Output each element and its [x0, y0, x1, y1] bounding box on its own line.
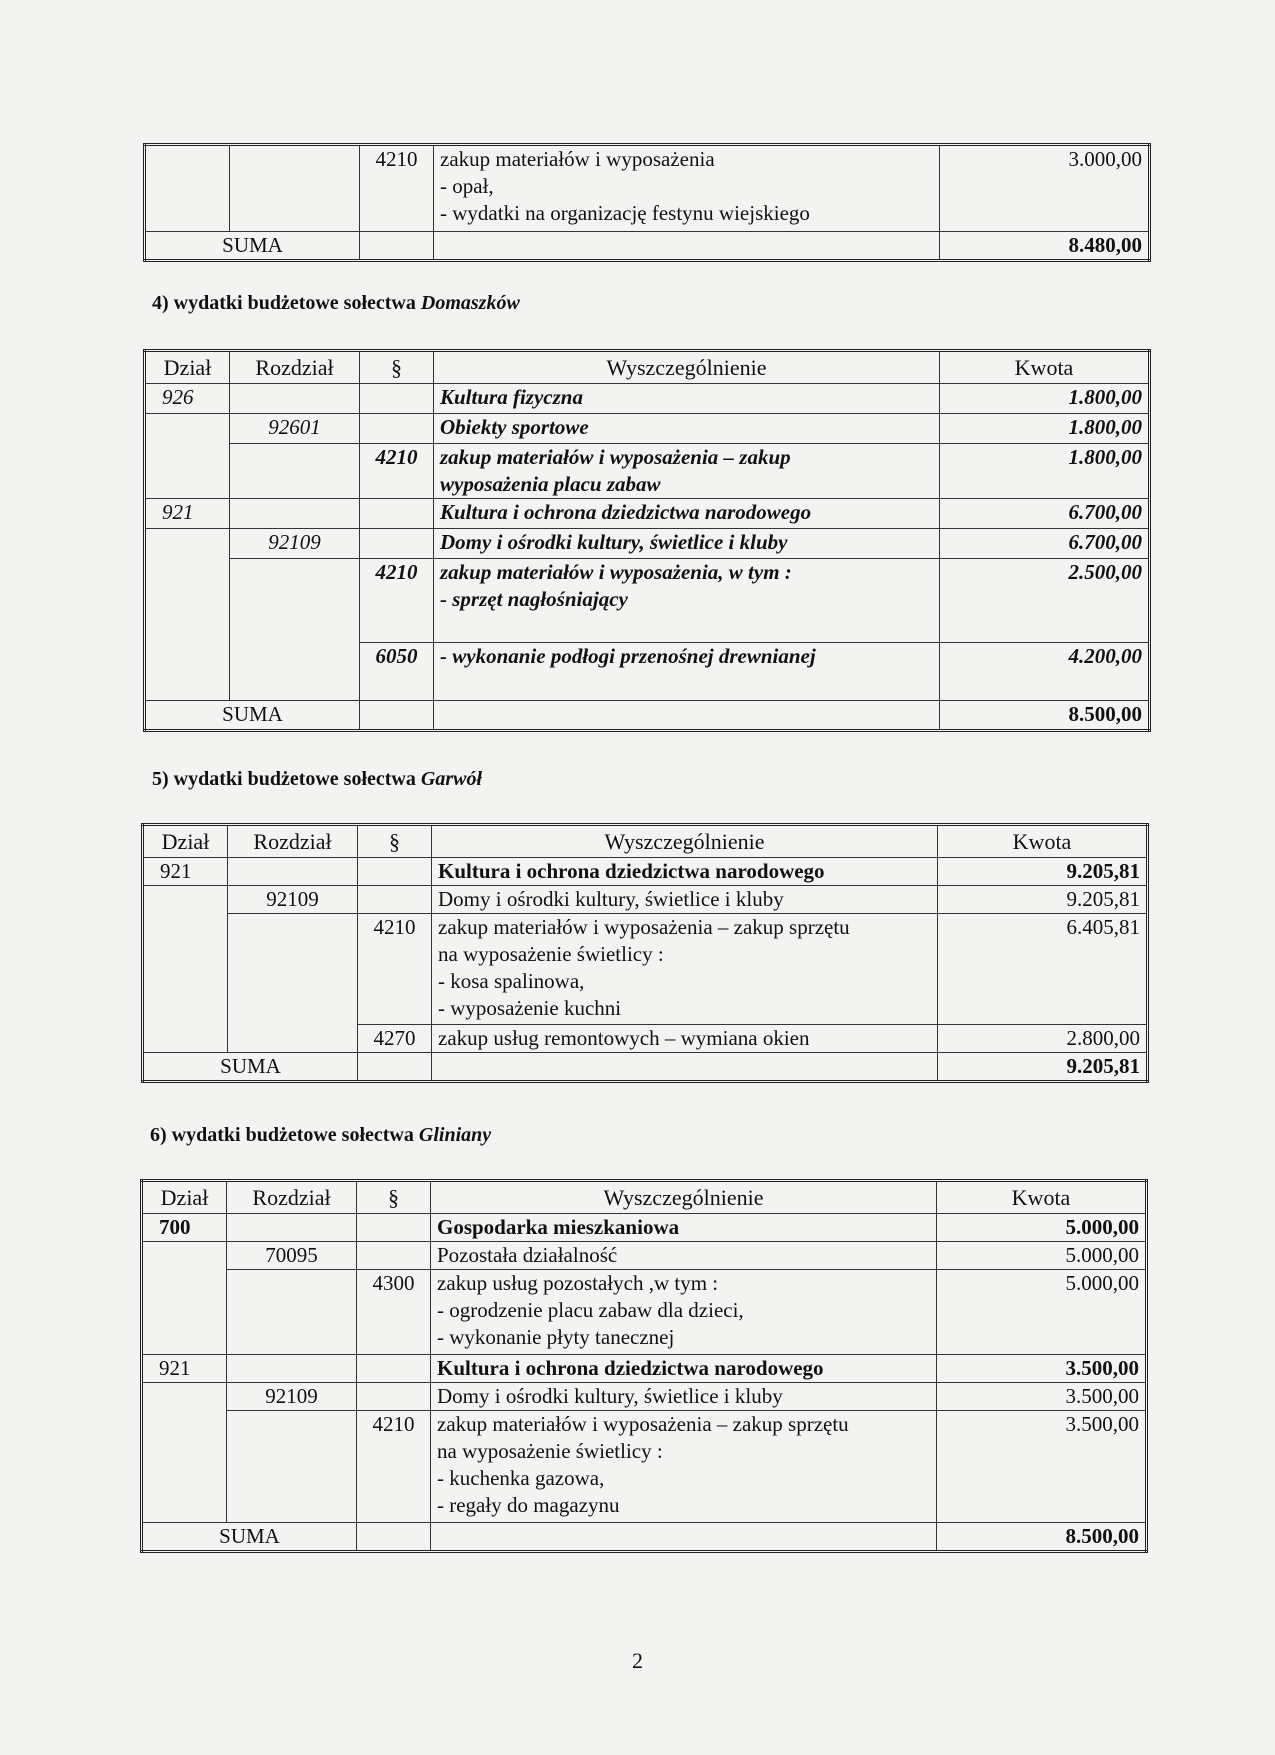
rozdzial-cell: 92601: [230, 414, 360, 444]
description-line: zakup materiałów i wyposażenia – zakup: [440, 445, 791, 469]
header-wyszczegolnienie: Wyszczególnienie: [431, 1181, 937, 1214]
dzial-cell: [142, 1242, 227, 1270]
description-cell: Kultura i ochrona dziedzictwa narodowego: [432, 858, 938, 886]
empty-cell: [357, 1523, 431, 1552]
rozdzial-cell: [230, 384, 360, 414]
section-5-table: [141, 823, 1149, 1083]
amount-cell: 3.500,00: [937, 1355, 1147, 1383]
header-paragraph: §: [358, 825, 432, 858]
dzial-cell: [142, 1411, 227, 1523]
empty-cell: [434, 701, 940, 731]
table-row: [142, 1242, 1147, 1270]
table-row: [142, 1270, 1147, 1355]
dzial-cell: [145, 414, 230, 444]
table-row: [145, 414, 1150, 444]
dzial-cell: [145, 529, 230, 559]
section-number: 6): [150, 1124, 167, 1146]
sum-label: SUMA: [145, 232, 360, 261]
sum-value: 8.500,00: [937, 1523, 1147, 1552]
rozdzial-cell: 92109: [230, 529, 360, 559]
amount-cell: 5.000,00: [937, 1242, 1147, 1270]
village-name: Gliniany: [418, 1124, 492, 1146]
empty-cell: [360, 232, 434, 261]
header-wyszczegolnienie: Wyszczególnienie: [432, 825, 938, 858]
amount-cell: 1.800,00: [940, 384, 1150, 414]
paragraph-cell: [358, 886, 432, 914]
rozdzial-cell: [228, 914, 358, 1025]
header-paragraph: §: [360, 351, 434, 384]
sum-label: SUMA: [143, 1053, 358, 1082]
description-cell: Gospodarka mieszkaniowa: [431, 1214, 937, 1242]
sum-row: [145, 701, 1150, 731]
table-row: [143, 1025, 1148, 1053]
paragraph-cell: [360, 414, 434, 444]
table-row: [142, 1383, 1147, 1411]
description-line: - kosa spalinowa,: [438, 969, 585, 993]
description-cell: [434, 145, 940, 232]
dzial-cell: [143, 1025, 228, 1053]
section-number: 4): [152, 292, 169, 314]
rozdzial-cell: [227, 1411, 357, 1523]
dzial-cell: [145, 559, 230, 643]
description-cell: [431, 1411, 937, 1523]
table-row: [145, 384, 1150, 414]
empty-cell: [431, 1523, 937, 1552]
rozdzial-cell: [228, 1025, 358, 1053]
paragraph-cell: 4210: [358, 914, 432, 1025]
paragraph-cell: [360, 499, 434, 529]
description-cell: [434, 444, 940, 499]
sum-row: [143, 1053, 1148, 1082]
amount-cell: 2.800,00: [938, 1025, 1148, 1053]
amount-cell: 3.500,00: [937, 1383, 1147, 1411]
description-line: - wykonanie płyty tanecznej: [437, 1325, 675, 1349]
dzial-cell: [145, 444, 230, 499]
paragraph-cell: [357, 1242, 431, 1270]
dzial-cell: 921: [145, 499, 230, 529]
amount-cell: 6.700,00: [940, 529, 1150, 559]
rozdzial-cell: [230, 444, 360, 499]
section-title-text: wydatki budżetowe sołectwa: [173, 768, 416, 790]
rozdzial-cell: [230, 643, 360, 701]
header-kwota: Kwota: [937, 1181, 1147, 1214]
section-5-title: [152, 768, 482, 791]
table-row: [143, 858, 1148, 886]
section-4-table: [143, 349, 1151, 732]
description-cell: [432, 914, 938, 1025]
description-line: zakup materiałów i wyposażenia – zakup sprzętu: [438, 915, 850, 939]
amount-cell: 1.800,00: [940, 444, 1150, 499]
paragraph-cell: 4210: [360, 444, 434, 499]
sum-value: 8.480,00: [940, 232, 1150, 261]
description-line: na wyposażenie świetlicy :: [438, 942, 664, 966]
section-6-title: [150, 1124, 491, 1147]
sum-row: [145, 232, 1150, 261]
description-line: zakup usług pozostałych ,w tym :: [437, 1271, 719, 1295]
paragraph-cell: [360, 384, 434, 414]
paragraph-cell: [360, 529, 434, 559]
amount-cell: 4.200,00: [940, 643, 1150, 701]
continuation-table: [143, 143, 1151, 262]
table-row: [145, 559, 1150, 643]
description-cell: [434, 559, 940, 643]
dzial-cell: 700: [142, 1214, 227, 1242]
sum-label: SUMA: [142, 1523, 357, 1552]
page-number: 2: [632, 1648, 643, 1673]
paragraph-cell: [357, 1383, 431, 1411]
paragraph-cell: 6050: [360, 643, 434, 701]
table-row: [143, 914, 1148, 1025]
table-header-row: [143, 825, 1148, 858]
description-line: - opał,: [440, 174, 494, 198]
description-cell: Kultura i ochrona dziedzictwa narodowego: [434, 499, 940, 529]
dzial-cell: [142, 1270, 227, 1355]
table-row: [143, 886, 1148, 914]
description-line: wyposażenia placu zabaw: [440, 472, 661, 496]
table-row: [145, 145, 1150, 232]
paragraph-cell: 4210: [357, 1411, 431, 1523]
rozdzial-cell: [227, 1270, 357, 1355]
table-header-row: [145, 351, 1150, 384]
amount-cell: 6.700,00: [940, 499, 1150, 529]
village-name: Domaszków: [420, 292, 520, 314]
table-header-row: [142, 1181, 1147, 1214]
rozdzial-cell: [230, 499, 360, 529]
header-rozdzial: Rozdział: [227, 1181, 357, 1214]
description-line: - ogrodzenie placu zabaw dla dzieci,: [437, 1298, 744, 1322]
amount-cell: 9.205,81: [938, 886, 1148, 914]
rozdzial-cell: 70095: [227, 1242, 357, 1270]
description-cell: Kultura i ochrona dziedzictwa narodowego: [431, 1355, 937, 1383]
rozdzial-cell: [227, 1214, 357, 1242]
dzial-cell: [143, 886, 228, 914]
dzial-cell: [143, 914, 228, 1025]
description-line: - wyposażenie kuchni: [438, 996, 622, 1020]
sum-row: [142, 1523, 1147, 1552]
sum-value: 8.500,00: [940, 701, 1150, 731]
amount-cell: 5.000,00: [937, 1214, 1147, 1242]
sum-value: 9.205,81: [938, 1053, 1148, 1082]
rozdzial-cell: 92109: [227, 1383, 357, 1411]
header-dzial: Dział: [145, 351, 230, 384]
empty-cell: [358, 1053, 432, 1082]
amount-cell: 3.500,00: [937, 1411, 1147, 1523]
table-row: [145, 499, 1150, 529]
description-cell: Domy i ośrodki kultury, świetlice i kluby: [432, 886, 938, 914]
dzial-cell: [145, 145, 230, 232]
amount-cell: 6.405,81: [938, 914, 1148, 1025]
section-title-text: wydatki budżetowe sołectwa: [173, 292, 416, 314]
amount-cell: 9.205,81: [938, 858, 1148, 886]
paragraph-cell: 4270: [358, 1025, 432, 1053]
header-dzial: Dział: [143, 825, 228, 858]
paragraph-cell: 4210: [360, 559, 434, 643]
description-cell: Kultura fizyczna: [434, 384, 940, 414]
paragraph-cell: [358, 858, 432, 886]
description-line: - regały do magazynu: [437, 1493, 620, 1517]
paragraph-cell: 4300: [357, 1270, 431, 1355]
description-line: zakup materiałów i wyposażenia, w tym :: [440, 560, 792, 584]
description-cell: Pozostała działalność: [431, 1242, 937, 1270]
village-name: Garwół: [420, 768, 483, 790]
sum-label: SUMA: [145, 701, 360, 731]
paragraph-cell: [357, 1355, 431, 1383]
header-kwota: Kwota: [938, 825, 1148, 858]
rozdzial-cell: [230, 559, 360, 643]
description-line: na wyposażenie świetlicy :: [437, 1439, 663, 1463]
table-row: [145, 643, 1150, 701]
amount-cell: 5.000,00: [937, 1270, 1147, 1355]
rozdzial-cell: 92109: [228, 886, 358, 914]
rozdzial-cell: [228, 858, 358, 886]
header-paragraph: §: [357, 1181, 431, 1214]
header-wyszczegolnienie: Wyszczególnienie: [434, 351, 940, 384]
dzial-cell: [142, 1383, 227, 1411]
empty-cell: [434, 232, 940, 261]
description-cell: - wykonanie podłogi przenośnej drewnianej: [434, 643, 940, 701]
amount-cell: 2.500,00: [940, 559, 1150, 643]
description-line: zakup materiałów i wyposażenia – zakup sprzętu: [437, 1412, 849, 1436]
dzial-cell: [145, 643, 230, 701]
table-row: [142, 1214, 1147, 1242]
description-cell: [431, 1270, 937, 1355]
section-4-title: [152, 292, 520, 315]
description-cell: zakup usług remontowych – wymiana okien: [432, 1025, 938, 1053]
table-row: [142, 1411, 1147, 1523]
empty-cell: [360, 701, 434, 731]
description-line: - wydatki na organizację festynu wiejskiego: [440, 201, 810, 225]
table-row: [142, 1355, 1147, 1383]
description-line: zakup materiałów i wyposażenia: [440, 147, 715, 171]
empty-cell: [432, 1053, 938, 1082]
header-kwota: Kwota: [940, 351, 1150, 384]
dzial-cell: 926: [145, 384, 230, 414]
table-row: [145, 529, 1150, 559]
description-line: - kuchenka gazowa,: [437, 1466, 605, 1490]
paragraph-cell: 4210: [360, 145, 434, 232]
amount-cell: 1.800,00: [940, 414, 1150, 444]
rozdzial-cell: [230, 145, 360, 232]
table-row: [145, 444, 1150, 499]
rozdzial-cell: [227, 1355, 357, 1383]
section-title-text: wydatki budżetowe sołectwa: [171, 1124, 414, 1146]
paragraph-cell: [357, 1214, 431, 1242]
header-rozdzial: Rozdział: [230, 351, 360, 384]
description-cell: Obiekty sportowe: [434, 414, 940, 444]
header-dzial: Dział: [142, 1181, 227, 1214]
header-rozdzial: Rozdział: [228, 825, 358, 858]
amount-cell: 3.000,00: [940, 145, 1150, 232]
dzial-cell: 921: [142, 1355, 227, 1383]
description-cell: Domy i ośrodki kultury, świetlice i kluby: [431, 1383, 937, 1411]
description-cell: Domy i ośrodki kultury, świetlice i kluby: [434, 529, 940, 559]
description-line: - sprzęt nagłośniający: [440, 587, 628, 611]
section-6-table: [140, 1179, 1148, 1553]
section-number: 5): [152, 768, 169, 790]
dzial-cell: 921: [143, 858, 228, 886]
